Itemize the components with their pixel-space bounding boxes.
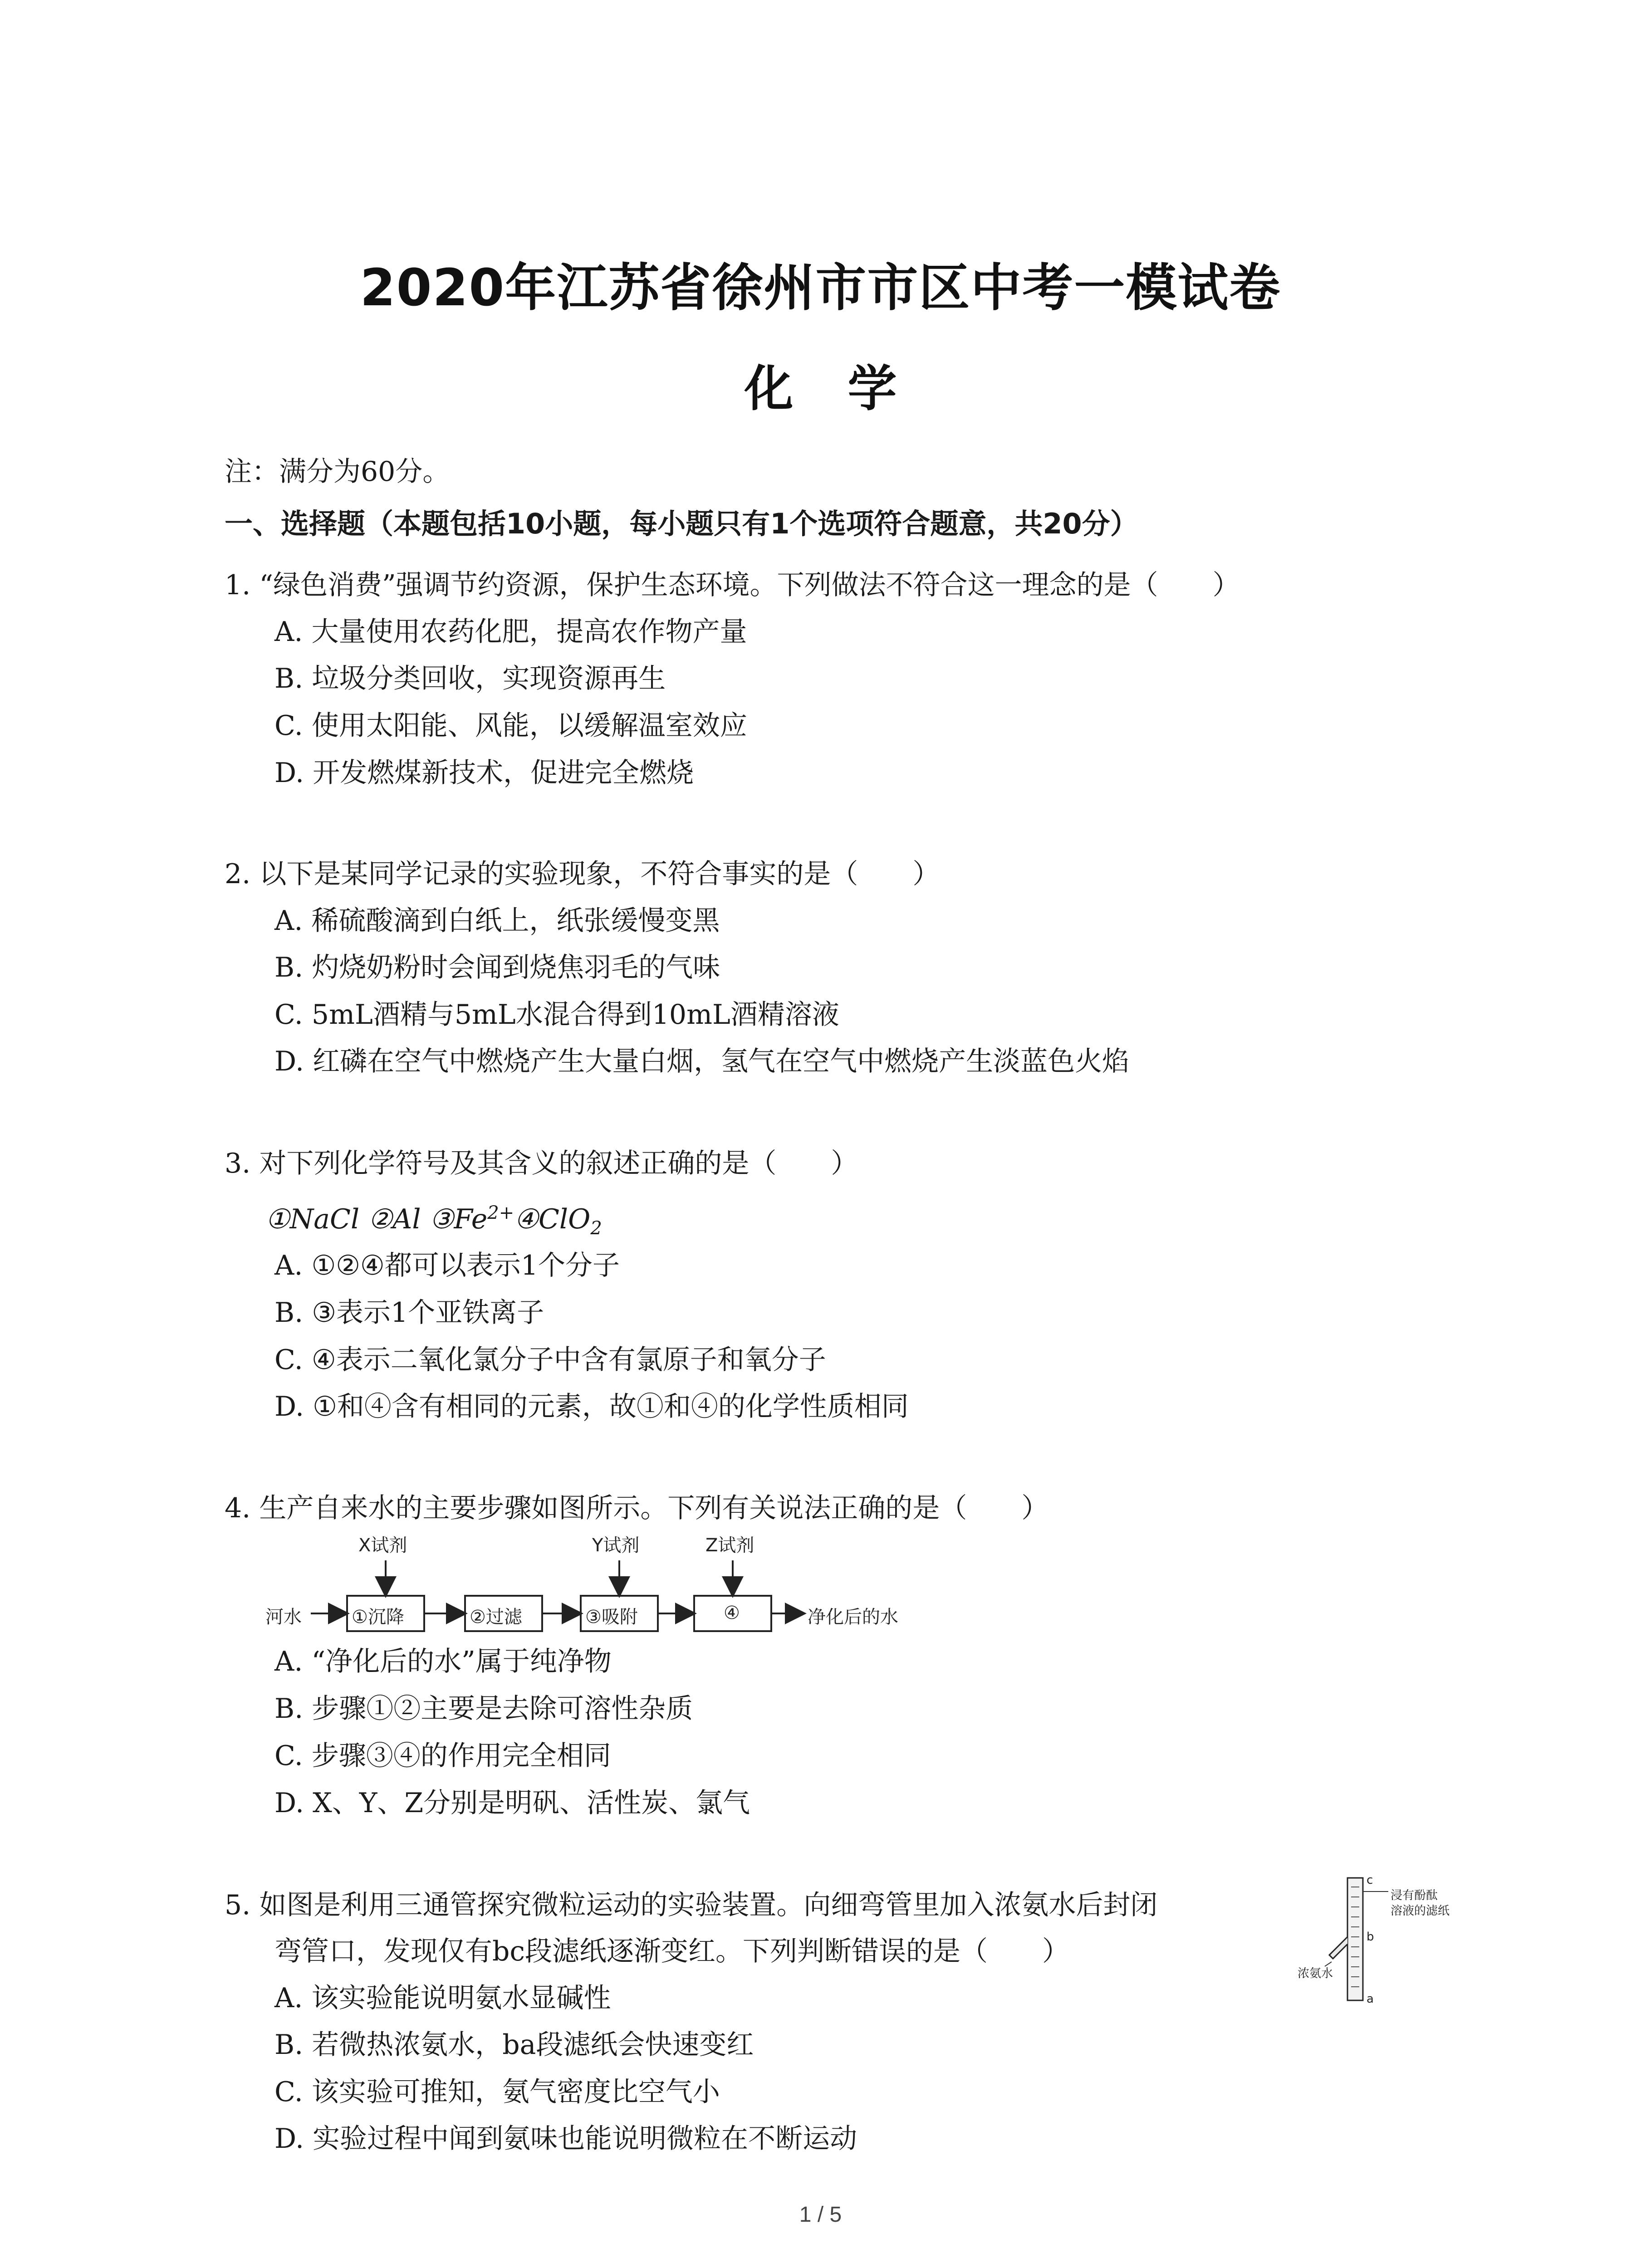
point-c-label: c xyxy=(1367,1873,1373,1887)
output-purified-water-label: 净化后的水 xyxy=(808,1607,898,1628)
page-title: 2020年江苏省徐州市市区中考一模试卷 xyxy=(360,259,1281,318)
bent-tube xyxy=(1329,1937,1347,1959)
filter-paper-label-line-1: 浸有酚酞 xyxy=(1391,1889,1438,1902)
reagent-y-label: Y试剂 xyxy=(592,1535,640,1556)
question-1-option-b: B. 垃圾分类回收，实现资源再生 xyxy=(274,663,666,694)
question-3-formula: ①NaCl ②Al $③Fe^{2+}④ClO_2$ xyxy=(265,1202,602,1239)
question-5-option-c: C. 该实验可推知，氨气密度比空气小 xyxy=(274,2076,720,2108)
reagent-x-label: X试剂 xyxy=(358,1535,407,1556)
question-5-stem-line-1: 5. 如图是利用三通管探究微粒运动的实验装置。向细弯管里加入浓氨水后封闭 xyxy=(225,1889,1158,1921)
ammonia-label: 浓氨水 xyxy=(1298,1967,1333,1980)
question-4-option-d: D. X、Y、Z分别是明矾、活性炭、氯气 xyxy=(274,1787,750,1819)
question-4-option-a: A. “净化后的水”属于纯净物 xyxy=(274,1646,612,1677)
question-1-option-d: D. 开发燃煤新技术，促进完全燃烧 xyxy=(274,757,694,789)
question-3-option-a: A. ①②④都可以表示1个分子 xyxy=(274,1250,620,1281)
three-way-tube-apparatus xyxy=(1298,1873,1488,2009)
score-note: 注：满分为60分。 xyxy=(225,456,450,488)
question-5-option-b: B. 若微热浓氨水，ba段滤纸会快速变红 xyxy=(274,2029,754,2061)
question-3-option-c: C. ④表示二氧化氯分子中含有氯原子和氧分子 xyxy=(274,1344,826,1376)
page-number: 1 / 5 xyxy=(799,2203,842,2227)
point-a-label: a xyxy=(1367,1992,1374,2006)
step-1-label: ①沉降 xyxy=(352,1607,404,1628)
question-2-option-a: A. 稀硫酸滴到白纸上，纸张缓慢变黑 xyxy=(274,905,720,937)
question-3-option-b: B. ③表示1个亚铁离子 xyxy=(274,1297,544,1329)
section-heading: 一、选择题（本题包括10小题，每小题只有1个选项符合题意，共20分） xyxy=(225,507,1138,540)
point-b-label: b xyxy=(1367,1930,1374,1944)
reagent-z-label: Z试剂 xyxy=(705,1535,754,1556)
question-5-stem-line-2: 弯管口，发现仅有bc段滤纸逐渐变红。下列判断错误的是（ ） xyxy=(274,1936,1070,1967)
question-4-option-b: B. 步骤①②主要是去除可溶性杂质 xyxy=(274,1693,693,1725)
question-4-stem: 4. 生产自来水的主要步骤如图所示。下列有关说法正确的是（ ） xyxy=(225,1492,1049,1524)
question-1-option-a: A. 大量使用农药化肥，提高农作物产量 xyxy=(274,616,747,648)
question-3-option-d: D. ①和④含有相同的元素，故①和④的化学性质相同 xyxy=(274,1391,909,1422)
step-2-label: ②过滤 xyxy=(470,1607,522,1628)
step-3-label: ③吸附 xyxy=(585,1607,638,1628)
filter-paper-label-line-2: 溶液的滤纸 xyxy=(1391,1904,1450,1918)
water-treatment-diagram xyxy=(261,1531,941,1637)
question-1-stem: 1. “绿色消费”强调节约资源，保护生态环境。下列做法不符合这一理念的是（ ） xyxy=(225,569,1240,601)
question-4-option-c: C. 步骤③④的作用完全相同 xyxy=(274,1740,611,1772)
question-5-option-d: D. 实验过程中闻到氨味也能说明微粒在不断运动 xyxy=(274,2123,857,2155)
question-2-option-d: D. 红磷在空气中燃烧产生大量白烟，氢气在空气中燃烧产生淡蓝色火焰 xyxy=(274,1046,1130,1077)
question-3-stem: 3. 对下列化学符号及其含义的叙述正确的是（ ） xyxy=(225,1148,858,1179)
subject-title: 化学 xyxy=(744,361,951,417)
question-2-stem: 2. 以下是某同学记录的实验现象，不符合事实的是（ ） xyxy=(225,858,940,890)
question-2-option-b: B. 灼烧奶粉时会闻到烧焦羽毛的气味 xyxy=(274,952,720,983)
vertical-tube xyxy=(1347,1878,1363,2000)
question-1-option-c: C. 使用太阳能、风能，以缓解温室效应 xyxy=(274,710,747,742)
question-5-option-a: A. 该实验能说明氨水显碱性 xyxy=(274,1982,611,2014)
question-2-option-c: C. 5mL酒精与5mL水混合得到10mL酒精溶液 xyxy=(274,999,839,1031)
input-river-water-label: 河水 xyxy=(265,1607,302,1628)
step-4-label: ④ xyxy=(724,1603,740,1623)
